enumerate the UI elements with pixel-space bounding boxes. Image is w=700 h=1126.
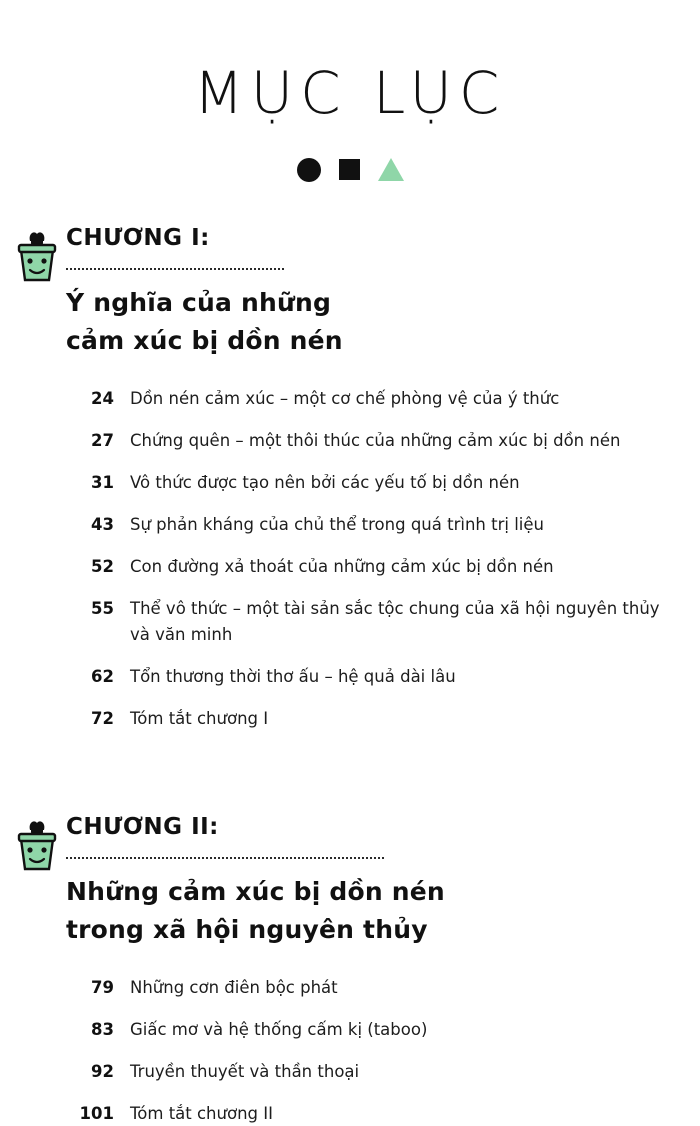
- entry-list-1: [66, 386, 660, 731]
- entry-page-number: 27: [91, 431, 114, 451]
- circle-ornament-icon: [297, 158, 321, 182]
- list-item[interactable]: [66, 706, 660, 731]
- list-item[interactable]: [66, 1059, 660, 1084]
- page-title: MỤC LỤC: [193, 59, 507, 127]
- entry-page-number: 43: [91, 515, 114, 535]
- entry-page-number: 52: [91, 557, 114, 577]
- chapter-title: [66, 873, 660, 949]
- list-item[interactable]: [66, 1017, 660, 1042]
- entry-title: Truyền thuyết và thần thoại: [130, 1062, 360, 1082]
- entry-page-number: 72: [91, 708, 114, 728]
- chapter-block-2: [0, 815, 700, 1126]
- entry-title: Giấc mơ và hệ thống cấm kị (taboo): [130, 1020, 428, 1040]
- entry-page-number: 79: [91, 978, 114, 998]
- list-item[interactable]: [66, 596, 660, 646]
- list-item[interactable]: [66, 1101, 660, 1126]
- list-item[interactable]: [66, 664, 660, 689]
- list-item[interactable]: [66, 386, 660, 411]
- chapter-divider: [66, 855, 384, 859]
- chapter-divider: [66, 266, 284, 270]
- chapter-title-line-1: Những cảm xúc bị dồn nén: [66, 877, 445, 907]
- list-item[interactable]: [66, 554, 660, 579]
- ornament-row: [0, 158, 700, 182]
- entry-title: Thể vô thức – một tài sản sắc tộc chung của xã hội nguyên thủy và văn minh: [130, 599, 660, 644]
- entry-title: Vô thức được tạo nên bởi các yếu tố bị dồn nén: [130, 473, 520, 493]
- chapter-title-line-2: trong xã hội nguyên thủy: [66, 915, 428, 945]
- entry-list-2: [66, 975, 660, 1126]
- entry-title: Dồn nén cảm xúc – một cơ chế phòng vệ của ý thức: [130, 389, 560, 409]
- entry-title: Tóm tắt chương II: [130, 1104, 273, 1124]
- list-item[interactable]: [66, 512, 660, 537]
- chapter-heading: CHƯƠNG I:: [66, 224, 210, 251]
- entry-title: Tóm tắt chương I: [130, 708, 269, 728]
- entry-title: Sự phản kháng của chủ thể trong quá trình trị liệu: [130, 515, 544, 535]
- entry-title: Con đường xả thoát của những cảm xúc bị dồn nén: [130, 557, 554, 577]
- list-item[interactable]: [66, 470, 660, 495]
- entry-title: Những cơn điên bộc phát: [130, 978, 338, 998]
- chapter-title-line-2: cảm xúc bị dồn nén: [66, 326, 343, 356]
- list-item[interactable]: [66, 428, 660, 453]
- entry-page-number: 55: [91, 599, 114, 619]
- list-item[interactable]: [66, 975, 660, 1000]
- entry-title: Chứng quên – một thôi thúc của những cảm xúc bị dồn nén: [130, 431, 621, 451]
- chapter-block-1: [0, 226, 700, 731]
- chapter-heading: CHƯƠNG II:: [66, 813, 219, 840]
- triangle-ornament-icon: [378, 158, 404, 181]
- entry-page-number: 101: [79, 1104, 114, 1124]
- square-ornament-icon: [339, 159, 360, 180]
- cactus-pot-icon: [14, 228, 60, 284]
- cactus-pot-icon: [14, 817, 60, 873]
- entry-page-number: 92: [91, 1062, 114, 1082]
- entry-page-number: 31: [91, 473, 114, 493]
- entry-page-number: 83: [91, 1020, 114, 1040]
- entry-title: Tổn thương thời thơ ấu – hệ quả dài lâu: [130, 666, 456, 686]
- entry-page-number: 62: [91, 666, 114, 686]
- entry-page-number: 24: [91, 389, 114, 409]
- chapter-title-line-1: Ý nghĩa của những: [66, 288, 332, 318]
- chapter-title: [66, 284, 660, 360]
